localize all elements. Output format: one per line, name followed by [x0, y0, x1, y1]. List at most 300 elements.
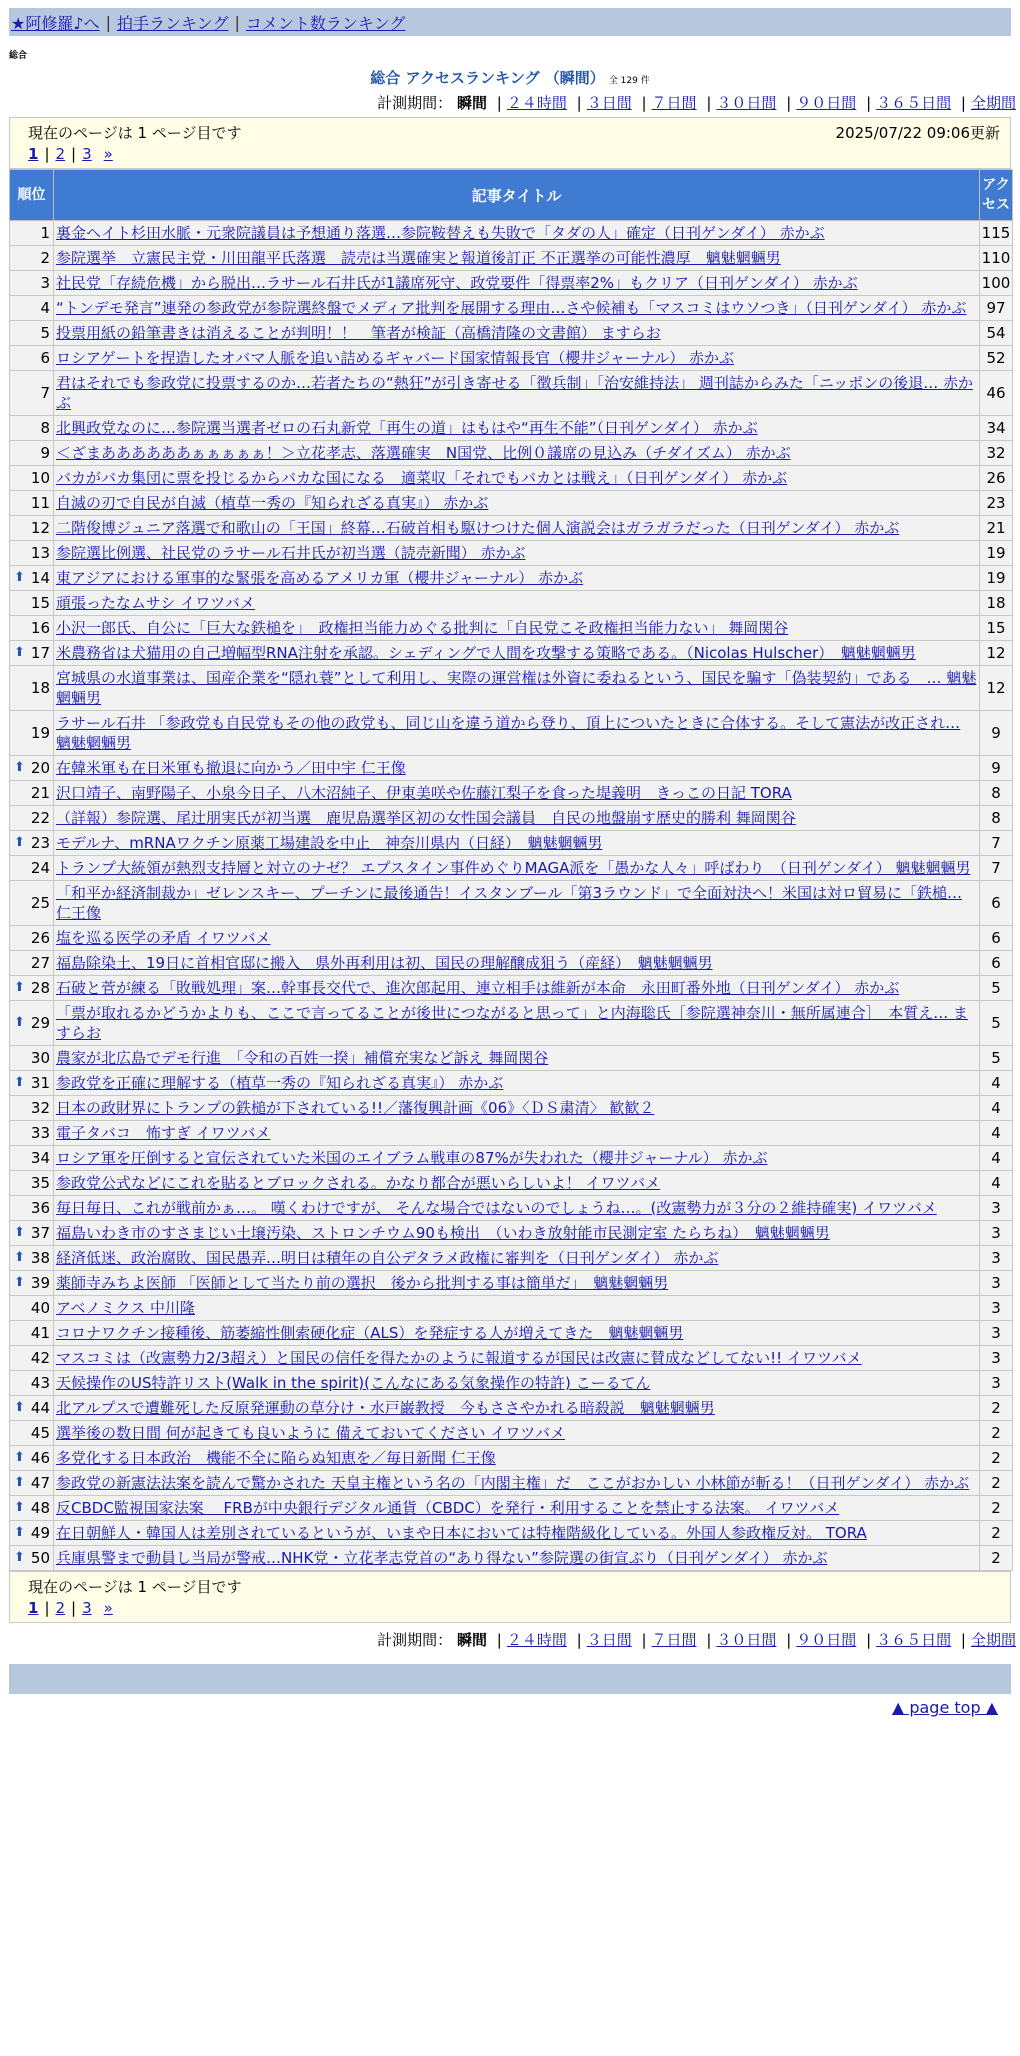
- rank-number: 12: [30, 519, 50, 537]
- page-info-box-bottom: [9, 1571, 1011, 1623]
- article-link[interactable]: 農家が北広島でデモ行進 「令和の百姓一揆」補償充実など訴え 舞岡関谷: [56, 1049, 549, 1067]
- rank-number: 47: [30, 1474, 50, 1492]
- title-cell: [54, 616, 980, 641]
- rank-number: 11: [30, 494, 50, 512]
- access-count: 2: [980, 1471, 1013, 1496]
- rank-number: 48: [30, 1499, 50, 1517]
- rank-number: 41: [30, 1324, 50, 1342]
- rank-number: 31: [30, 1074, 50, 1092]
- period-365d-link[interactable]: ３６５日間: [876, 1631, 952, 1649]
- pager-page-2[interactable]: 2: [55, 1599, 66, 1617]
- period-selector-top: 計測期間： 瞬間 | ２４時間 | ３日間 | ７日間 | ３０日間 | ９０日間 | ３６５日間 | 全期間: [377, 94, 1016, 112]
- rank-up-arrow-icon: ⬆: [14, 1275, 25, 1291]
- table-row: [10, 321, 1013, 346]
- pager-page-2[interactable]: 2: [55, 145, 66, 163]
- article-link[interactable]: 経済低迷、政治腐敗、国民愚弄…明日は積年の自公デタラメ政権に審判を（日刊ゲンダイ） 赤かぶ: [56, 1249, 719, 1267]
- article-link[interactable]: 福島除染土、19日に首相官邸に搬入 県外再利用は初、国民の理解醸成狙う（産経） 魑魅魍魎男: [56, 954, 713, 972]
- table-row: [10, 466, 1013, 491]
- title-cell: [54, 926, 980, 951]
- rank-cell: [10, 1071, 54, 1096]
- rank-number: 1: [40, 224, 50, 242]
- title-cell: [54, 1321, 980, 1346]
- rank-number: 5: [40, 324, 50, 342]
- rank-cell: [10, 371, 54, 416]
- rank-number: 3: [40, 274, 50, 292]
- period-3d-link[interactable]: ３日間: [586, 1631, 632, 1649]
- article-link[interactable]: モデルナ、mRNAワクチン原薬工場建設を中止 神奈川県内（日経） 魑魅魍魎男: [56, 834, 603, 852]
- access-count: 9: [980, 711, 1013, 756]
- page-top-area: [0, 1698, 1020, 1717]
- article-link[interactable]: ロシア軍を圧倒すると宣伝されていた米国のエイブラム戦車の87%が失われた（櫻井ジャーナル） 赤かぶ: [56, 1149, 768, 1167]
- title-cell: [54, 1271, 980, 1296]
- table-row: [10, 1496, 1013, 1521]
- period-7d-link[interactable]: ７日間: [651, 94, 697, 112]
- article-link[interactable]: 裏金ヘイト杉田水脈・元衆院議員は予想通り落選…参院鞍替えも失敗で「タダの人」確定（日刊ゲンダイ） 赤かぶ: [56, 224, 825, 242]
- pager-page-1[interactable]: 1: [28, 1599, 39, 1617]
- table-row: [10, 221, 1013, 246]
- article-link[interactable]: 在日朝鮮人・韓国人は差別されているというが、いまや日本においては特権階級化している。外国人参政権反対。 TORA: [56, 1524, 867, 1542]
- rank-cell: [10, 1171, 54, 1196]
- pager-top: 1 | 2 | 3 »: [28, 145, 113, 163]
- rank-cell: [10, 1146, 54, 1171]
- access-count: 23: [980, 491, 1013, 516]
- rank-cell: [10, 221, 54, 246]
- access-count: 4: [980, 1171, 1013, 1196]
- rank-cell: [10, 441, 54, 466]
- rank-number: 19: [30, 724, 50, 742]
- rank-cell: [10, 1396, 54, 1421]
- title-cell: [54, 1296, 980, 1321]
- rank-number: 21: [30, 784, 50, 802]
- rank-number: 42: [30, 1349, 50, 1367]
- table-row: [10, 616, 1013, 641]
- article-link[interactable]: コロナワクチン接種後、筋萎縮性側索硬化症（ALS）を発症する人が増えてきた 魑魅魍魎男: [56, 1324, 684, 1342]
- pager-page-3[interactable]: 3: [82, 145, 92, 163]
- table-row: [10, 1346, 1013, 1371]
- title-cell: [54, 246, 980, 271]
- table-row: [10, 1221, 1013, 1246]
- rank-number: 37: [30, 1224, 50, 1242]
- rank-cell: [10, 756, 54, 781]
- rank-number: 33: [30, 1124, 50, 1142]
- rank-cell: [10, 666, 54, 711]
- updated-timestamp: 2025/07/22 09:06更新: [835, 123, 1000, 142]
- rank-up-arrow-icon: ⬆: [14, 1475, 25, 1491]
- table-row: [10, 1071, 1013, 1096]
- table-row: [10, 781, 1013, 806]
- access-count: 46: [980, 371, 1013, 416]
- access-count: 5: [980, 1001, 1013, 1046]
- rank-number: 6: [40, 349, 50, 367]
- table-row: [10, 1296, 1013, 1321]
- rank-number: 16: [30, 619, 50, 637]
- access-count: 6: [980, 951, 1013, 976]
- period-3d-link[interactable]: ３日間: [586, 94, 632, 112]
- rank-cell: [10, 541, 54, 566]
- title-cell: [54, 271, 980, 296]
- table-row: [10, 641, 1013, 666]
- rank-cell: [10, 856, 54, 881]
- article-link[interactable]: 君はそれでも参政党に投票するのか…若者たちの“熱狂”が引き寄せる「徴兵制」「治安維持法」 週刊誌からみた「ニッポンの後退… 赤かぶ: [56, 374, 973, 412]
- title-cell: [54, 781, 980, 806]
- period-90d-link[interactable]: ９０日間: [796, 1631, 857, 1649]
- period-24h-link[interactable]: ２４時間: [506, 1631, 567, 1649]
- title-cell: [54, 441, 980, 466]
- rank-number: 9: [40, 444, 50, 462]
- article-link[interactable]: 塩を巡る医学の矛盾 イワツバメ: [56, 929, 271, 947]
- rank-cell: [10, 1371, 54, 1396]
- table-row: [10, 1421, 1013, 1446]
- title-cell: [54, 641, 980, 666]
- access-count: 6: [980, 926, 1013, 951]
- rank-cell: [10, 1001, 54, 1046]
- article-link[interactable]: 「和平か経済制裁か」ゼレンスキー、プーチンに最後通告！イスタンブール「第3ラウンド」で全面対決へ！米国は対ロ貿易に「鉄槌… 仁王像: [56, 884, 963, 922]
- access-count: 9: [980, 756, 1013, 781]
- ranking-body: [10, 221, 1013, 1571]
- article-link[interactable]: 参政党を正確に理解する（植草一秀の『知られざる真実』） 赤かぶ: [56, 1074, 504, 1092]
- rank-cell: [10, 246, 54, 271]
- article-link[interactable]: ロシアゲートを捏造したオバマ人脈を追い詰めるギャバード国家情報長官（櫻井ジャーナル） 赤かぶ: [56, 349, 734, 367]
- article-link[interactable]: 沢口靖子、南野陽子、小泉今日子、八木沼純子、伊東美咲や佐藤江梨子を食った堤義明 きっこの日記 TORA: [56, 784, 792, 802]
- period-30d-link[interactable]: ３０日間: [716, 1631, 777, 1649]
- access-count: 7: [980, 856, 1013, 881]
- title-cell: [54, 416, 980, 441]
- rank-cell: [10, 1221, 54, 1246]
- table-row: [10, 491, 1013, 516]
- article-link[interactable]: 二階俊博ジュニア落選で和歌山の「王国」終幕…石破首相も駆けつけた個人演説会はガラガラだった（日刊ゲンダイ） 赤かぶ: [56, 519, 900, 537]
- article-link[interactable]: “トンデモ発言”連発の参政党が参院選終盤でメディア批判を展開する理由…さや候補も「マスコミはウソつき」（日刊ゲンダイ） 赤かぶ: [56, 299, 967, 317]
- title-cell: [54, 1421, 980, 1446]
- table-row: [10, 1146, 1013, 1171]
- title-cell: [54, 976, 980, 1001]
- access-count: 52: [980, 346, 1013, 371]
- rank-number: 25: [30, 894, 50, 912]
- article-link[interactable]: 日本の政財界にトランプの鉄槌が下されている!!／藩復興計画《06》〈ＤＳ粛清〉 歓歓２: [56, 1099, 655, 1117]
- period-24h-link[interactable]: ２４時間: [506, 94, 567, 112]
- rank-up-arrow-icon: ⬆: [14, 1225, 25, 1241]
- page-title-text: 総合 アクセスランキング （瞬間）: [370, 69, 605, 87]
- rank-cell: [10, 271, 54, 296]
- rank-cell: [10, 951, 54, 976]
- table-row: [10, 756, 1013, 781]
- separator: |: [105, 12, 111, 32]
- rank-cell: [10, 321, 54, 346]
- title-cell: [54, 1196, 980, 1221]
- pager-bottom: 1 | 2 | 3 »: [28, 1599, 113, 1617]
- title-cell: [54, 1046, 980, 1071]
- access-count: 2: [980, 1396, 1013, 1421]
- header-access: アクセス: [980, 170, 1013, 221]
- table-row: [10, 1546, 1013, 1571]
- table-row: [10, 516, 1013, 541]
- rank-up-arrow-icon: ⬆: [14, 645, 25, 661]
- page-info-text: 現在のページは 1 ページ目です: [28, 1577, 242, 1596]
- rank-number: 49: [30, 1524, 50, 1542]
- rank-cell: [10, 831, 54, 856]
- title-cell: [54, 1521, 980, 1546]
- title-cell: [54, 951, 980, 976]
- article-link[interactable]: 参院選挙 立憲民主党・川田龍平氏落選 読売は当選確実と報道後訂正 不正選挙の可能性濃厚 魑魅魍魎男: [56, 249, 781, 267]
- period-current: 瞬間: [456, 1631, 487, 1649]
- title-cell: [54, 1396, 980, 1421]
- article-link[interactable]: 東アジアにおける軍事的な緊張を高めるアメリカ軍（櫻井ジャーナル） 赤かぶ: [56, 569, 584, 587]
- rank-number: 39: [30, 1274, 50, 1292]
- article-link[interactable]: 薬師寺みちよ医師 「医師として当たり前の選択 後から批判する事は簡単だ」 魑魅魍魎男: [56, 1274, 669, 1292]
- rank-cell: [10, 781, 54, 806]
- title-cell: [54, 1221, 980, 1246]
- title-cell: [54, 371, 980, 416]
- article-link[interactable]: 投票用紙の鉛筆書きは消えることが判明！！ 筆者が検証（高橋清隆の文書館） ますらお: [56, 324, 661, 342]
- table-row: [10, 976, 1013, 1001]
- article-link[interactable]: 北アルプスで遭難死した反原発運動の草分け・水戸巌教授 今もささやかれる暗殺説 魑魅魍魎男: [56, 1399, 715, 1417]
- access-count: 19: [980, 566, 1013, 591]
- title-cell: [54, 831, 980, 856]
- rank-number: 28: [30, 979, 50, 997]
- period-90d-link[interactable]: ９０日間: [796, 94, 857, 112]
- rank-number: 29: [30, 1014, 50, 1032]
- rank-number: 30: [30, 1049, 50, 1067]
- access-count: 3: [980, 1221, 1013, 1246]
- title-cell: [54, 321, 980, 346]
- rank-number: 43: [30, 1374, 50, 1392]
- access-count: 5: [980, 976, 1013, 1001]
- title-cell: [54, 1346, 980, 1371]
- rank-cell: [10, 1046, 54, 1071]
- rank-number: 26: [30, 929, 50, 947]
- article-link[interactable]: 電子タバコ 怖すぎ イワツバメ: [56, 1124, 271, 1142]
- total-count: 全 129 件: [608, 76, 650, 86]
- article-link[interactable]: 「票が取れるかどうかよりも、ここで言ってることが後世につながると思って」と内海聡氏［参院選神奈川・無所属連合］ 本質え… ますらお: [56, 1004, 968, 1042]
- article-link[interactable]: 宮城県の水道事業は、国産企業を“隠れ蓑”として利用し、実際の運営権は外資に委ねるという、国民を騙す「偽装契約」である … 魑魅魍魎男: [56, 669, 977, 707]
- rank-cell: [10, 1496, 54, 1521]
- rank-cell: [10, 616, 54, 641]
- table-row: [10, 881, 1013, 926]
- rank-cell: [10, 296, 54, 321]
- period-label: 計測期間：: [377, 1631, 453, 1649]
- article-link[interactable]: 社民党「存続危機」から脱出…ラサール石井氏が1議席死守、政党要件「得票率2%」もクリア（日刊ゲンダイ） 赤かぶ: [56, 274, 858, 292]
- rank-up-arrow-icon: ⬆: [14, 1075, 25, 1091]
- article-link[interactable]: （詳報）参院選、尾辻朋実氏が初当選 鹿児島選挙区初の女性国会議員 自民の地盤崩す歴史的勝利 舞岡関谷: [56, 809, 796, 827]
- rank-up-arrow-icon: ⬆: [14, 570, 25, 586]
- access-count: 3: [980, 1321, 1013, 1346]
- access-count: 6: [980, 881, 1013, 926]
- title-cell: [54, 1546, 980, 1571]
- table-row: [10, 1246, 1013, 1271]
- article-link[interactable]: 毎日毎日、これが戦前かぁ…。 嘆くわけですが、 そんな場合ではないのでしょうね…。(改憲勢力が３分の２維持確実) イワツバメ: [56, 1199, 937, 1217]
- article-link[interactable]: 反CBDC監視国家法案 FRBが中央銀行デジタル通貨（CBDC）を発行・利用することを禁止する法案。 イワツバメ: [56, 1499, 840, 1517]
- rank-number: 17: [30, 644, 50, 662]
- rank-cell: [10, 1446, 54, 1471]
- rank-cell: [10, 1421, 54, 1446]
- rank-number: 32: [30, 1099, 50, 1117]
- article-link[interactable]: ＜ざまああああああぁぁぁぁぁ！＞立花孝志、落選確実 N国党、比例０議席の見込み（チダイズム） 赤かぶ: [56, 444, 791, 462]
- rank-cell: [10, 881, 54, 926]
- pager-page-1[interactable]: 1: [28, 145, 39, 163]
- period-30d-link[interactable]: ３０日間: [716, 94, 777, 112]
- rank-number: 24: [30, 859, 50, 877]
- rank-number: 23: [30, 834, 50, 852]
- access-count: 19: [980, 541, 1013, 566]
- rank-cell: [10, 466, 54, 491]
- rank-up-arrow-icon: ⬆: [14, 760, 25, 776]
- rank-up-arrow-icon: ⬆: [14, 980, 25, 996]
- separator: |: [234, 12, 240, 32]
- article-link[interactable]: アベノミクス 中川隆: [56, 1299, 196, 1317]
- article-link[interactable]: マスコミは（改憲勢力2/3超え）と国民の信任を得たかのように報道するが国民は改憲に賛成などしてない!! イワツバメ: [56, 1349, 862, 1367]
- page-top-link[interactable]: ▲ page top ▲: [891, 1698, 998, 1717]
- comment-ranking-link[interactable]: コメント数ランキング: [245, 13, 406, 33]
- table-row: [10, 951, 1013, 976]
- article-link[interactable]: 石破と菅が練る「敗戦処理」案…幹事長交代で、進次郎起用、連立相手は維新が本命 永田町番外地（日刊ゲンダイ） 赤かぶ: [56, 979, 900, 997]
- access-count: 97: [980, 296, 1013, 321]
- rank-cell: [10, 1121, 54, 1146]
- title-cell: [54, 1246, 980, 1271]
- title-cell: [54, 1071, 980, 1096]
- pager-next[interactable]: »: [103, 1599, 113, 1617]
- period-365d-link[interactable]: ３６５日間: [876, 94, 952, 112]
- page-title: [0, 67, 1020, 88]
- rank-cell: [10, 1271, 54, 1296]
- rank-up-arrow-icon: ⬆: [14, 1450, 25, 1466]
- access-count: 26: [980, 466, 1013, 491]
- rank-number: 44: [30, 1399, 50, 1417]
- access-count: 8: [980, 806, 1013, 831]
- article-link[interactable]: 自滅の刃で自民が自滅（植草一秀の『知られざる真実』） 赤かぶ: [56, 494, 489, 512]
- article-link[interactable]: 参院選比例選、社民党のラサール石井氏が初当選（読売新聞） 赤かぶ: [56, 544, 526, 562]
- article-link[interactable]: トランプ大統領が熱烈支持層と対立のナゼ？ エプスタイン事件めぐりMAGA派を「愚かな人々」呼ばわり （日刊ゲンダイ） 魑魅魍魎男: [56, 859, 971, 877]
- rank-cell: [10, 1346, 54, 1371]
- access-count: 3: [980, 1246, 1013, 1271]
- table-row: [10, 441, 1013, 466]
- rank-number: 10: [30, 469, 50, 487]
- rank-number: 14: [30, 569, 50, 587]
- table-row: [10, 831, 1013, 856]
- table-row: [10, 416, 1013, 441]
- article-link[interactable]: 参政党の新憲法法案を読んで驚かされた 天皇主権という名の「内閣主権」だ ここがおかしい 小林節が斬る！（日刊ゲンダイ） 赤かぶ: [56, 1474, 970, 1492]
- rank-cell: [10, 926, 54, 951]
- access-count: 2: [980, 1546, 1013, 1571]
- table-row: [10, 1446, 1013, 1471]
- pager-page-3[interactable]: 3: [82, 1599, 92, 1617]
- pager-next[interactable]: »: [103, 145, 113, 163]
- table-row: [10, 296, 1013, 321]
- table-row: [10, 371, 1013, 416]
- rank-cell: [10, 1296, 54, 1321]
- rank-cell: [10, 1521, 54, 1546]
- period-all-link[interactable]: 全期間: [970, 94, 1016, 112]
- title-cell: [54, 1496, 980, 1521]
- table-row: [10, 346, 1013, 371]
- rank-cell: [10, 416, 54, 441]
- title-cell: [54, 516, 980, 541]
- article-link[interactable]: 頑張ったなムサシ イワツバメ: [56, 594, 255, 612]
- table-row: [10, 666, 1013, 711]
- rank-number: 50: [30, 1549, 50, 1567]
- article-link[interactable]: 天候操作のUS特許リスト(Walk in the spirit)(こんなにある気象操作の特許) こーるてん: [56, 1374, 651, 1392]
- rank-number: 46: [30, 1449, 50, 1467]
- rank-number: 36: [30, 1199, 50, 1217]
- period-current: 瞬間: [456, 94, 487, 112]
- access-count: 7: [980, 831, 1013, 856]
- access-count: 3: [980, 1271, 1013, 1296]
- article-link[interactable]: 在韓米軍も在日米軍も撤退に向かう／田中宇 仁王像: [56, 759, 406, 777]
- table-row: [10, 1271, 1013, 1296]
- rank-number: 7: [40, 384, 50, 402]
- rank-number: 45: [30, 1424, 50, 1442]
- rank-cell: [10, 1246, 54, 1271]
- rank-cell: [10, 806, 54, 831]
- access-count: 15: [980, 616, 1013, 641]
- article-link[interactable]: 参政党公式などにこれを貼るとブロックされる。かなり都合が悪いらしいよ！ イワツバメ: [56, 1174, 661, 1192]
- article-link[interactable]: バカがバカ集団に票を投じるからバカな国になる 適菜収「それでもバカとは戦え」（日刊ゲンダイ） 赤かぶ: [56, 469, 788, 487]
- rank-up-arrow-icon: ⬆: [14, 1400, 25, 1416]
- table-row: [10, 711, 1013, 756]
- rank-number: 2: [40, 249, 50, 267]
- title-cell: [54, 1471, 980, 1496]
- clap-ranking-link[interactable]: 拍手ランキング: [116, 13, 229, 33]
- table-row: [10, 1096, 1013, 1121]
- rank-cell: [10, 711, 54, 756]
- access-count: 34: [980, 416, 1013, 441]
- article-link[interactable]: 小沢一郎氏、自公に「巨大な鉄槌を」 政権担当能力めぐる批判に「自民党こそ政権担当能力ない」 舞岡関谷: [56, 619, 789, 637]
- access-count: 12: [980, 641, 1013, 666]
- access-count: 115: [980, 221, 1013, 246]
- article-link[interactable]: 選挙後の数日間 何が起きても良いように 備えておいてください イワツバメ: [56, 1424, 566, 1442]
- rank-up-arrow-icon: ⬆: [14, 1500, 25, 1516]
- title-cell: [54, 491, 980, 516]
- access-count: 100: [980, 271, 1013, 296]
- rank-number: 40: [30, 1299, 50, 1317]
- article-link[interactable]: 北興政党なのに…参院選当選者ゼロの石丸新党「再生の道」はもはや“再生不能”（日刊ゲンダイ） 赤かぶ: [56, 419, 758, 437]
- table-row: [10, 591, 1013, 616]
- article-link[interactable]: 兵庫県警まで動員し当局が警戒…NHK党・立花孝志党首の“あり得ない”参院選の街宣ぶり（日刊ゲンダイ） 赤かぶ: [56, 1549, 828, 1567]
- title-cell: [54, 881, 980, 926]
- title-cell: [54, 221, 980, 246]
- article-link[interactable]: 米農務省は犬猫用の自己増幅型RNA注射を承認。シェディングで人間を攻撃する策略である。（Nicolas Hulscher） 魑魅魍魎男: [56, 644, 916, 662]
- access-count: 3: [980, 1346, 1013, 1371]
- footer-bar: [9, 1664, 1011, 1694]
- rank-number: 22: [30, 809, 50, 827]
- title-cell: [54, 466, 980, 491]
- article-link[interactable]: 福島いわき市のすさまじい土壌汚染、ストロンチウム90も検出 （いわき放射能市民測定室 たらちね） 魑魅魍魎男: [56, 1224, 830, 1242]
- asyura-home-link[interactable]: ★阿修羅♪へ: [11, 13, 100, 33]
- access-count: 18: [980, 591, 1013, 616]
- period-label: 計測期間：: [377, 94, 453, 112]
- page-info-text: 現在のページは 1 ページ目です: [28, 123, 242, 142]
- rank-number: 20: [30, 759, 50, 777]
- header-rank: 順位: [10, 170, 54, 221]
- access-count: 32: [980, 441, 1013, 466]
- access-count: 21: [980, 516, 1013, 541]
- rank-cell: [10, 1471, 54, 1496]
- article-link[interactable]: ラサール石井 「参政党も自民党もその他の政党も、同じ山を違う道から登り、頂上についたときに合体する。そして憲法が改正され… 魑魅魍魎男: [56, 714, 961, 752]
- article-link[interactable]: 多党化する日本政治 機能不全に陥らぬ知恵を／毎日新聞 仁王像: [56, 1449, 496, 1467]
- title-cell: [54, 591, 980, 616]
- table-row: [10, 1321, 1013, 1346]
- period-selector-bottom: 計測期間： 瞬間 | ２４時間 | ３日間 | ７日間 | ３０日間 | ９０日間 | ３６５日間 | 全期間: [377, 1631, 1016, 1649]
- period-all-link[interactable]: 全期間: [970, 1631, 1016, 1649]
- title-cell: [54, 1446, 980, 1471]
- rank-cell: [10, 1546, 54, 1571]
- page-info-box-top: [9, 117, 1011, 169]
- period-7d-link[interactable]: ７日間: [651, 1631, 697, 1649]
- title-cell: [54, 1171, 980, 1196]
- rank-number: 27: [30, 954, 50, 972]
- rank-cell: [10, 976, 54, 1001]
- header-title: 記事タイトル: [54, 170, 980, 221]
- top-nav-bar: [9, 8, 1011, 36]
- rank-number: 13: [30, 544, 50, 562]
